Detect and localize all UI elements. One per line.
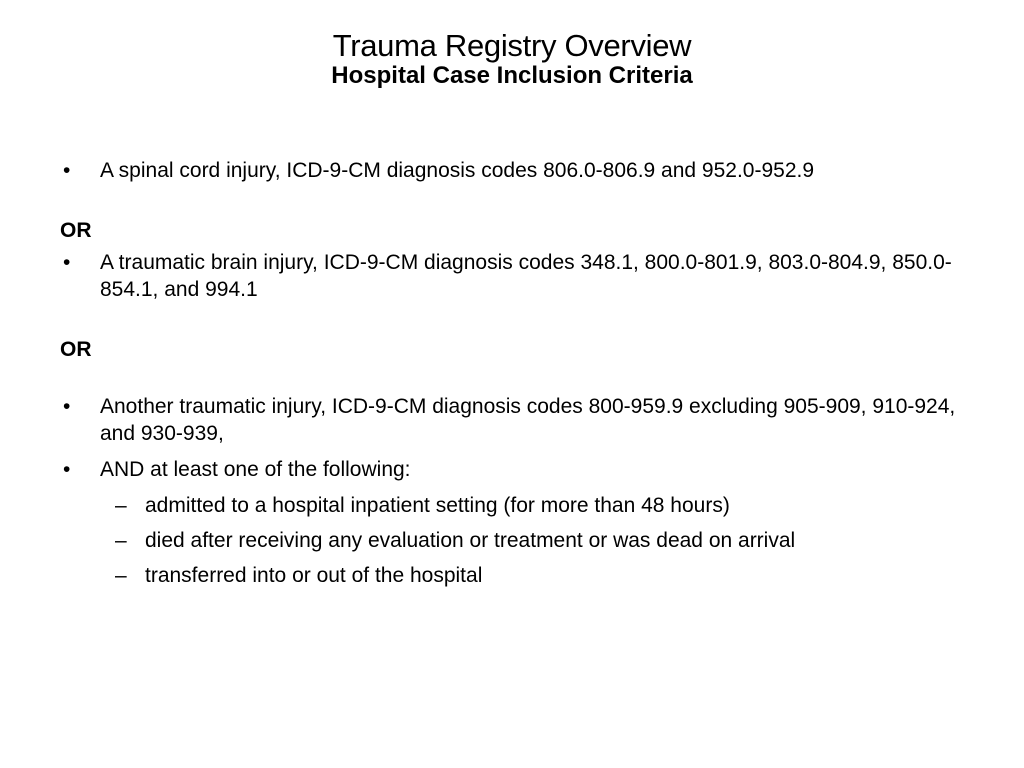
sub-bullet-item [60,527,970,554]
bullet-text: A spinal cord injury, ICD-9-CM diagnosis codes 806.0-806.9 and 952.0-952.9 [100,159,815,182]
bullet-item [60,249,970,303]
dash-icon: – [115,564,127,587]
bullet-item [60,393,970,447]
bullet-text: A traumatic brain injury, ICD-9-CM diagnosis codes 348.1, 800.0-801.9, 803.0-804.9, 850.0-854.1, and 994.1 [100,251,952,301]
bullet-text: AND at least one of the following: [100,458,411,481]
slide-subtitle: Hospital Case Inclusion Criteria [331,62,693,89]
or-connector: OR [60,338,92,361]
bullet-item [60,456,970,483]
sub-bullet-item [60,562,970,589]
sub-bullet-text: transferred into or out of the hospital [145,564,483,587]
bullet-icon: • [63,251,71,274]
bullet-text: Another traumatic injury, ICD-9-CM diagnosis codes 800-959.9 excluding 905-909, 910-924, and 930-939, [100,395,956,445]
dash-icon: – [115,529,127,552]
sub-bullet-text: died after receiving any evaluation or treatment or was dead on arrival [145,529,796,552]
bullet-icon: • [63,159,71,182]
slide-content [60,157,970,589]
sub-bullet-item [60,492,970,519]
or-connector: OR [60,219,92,242]
sub-bullet-text: admitted to a hospital inpatient setting (for more than 48 hours) [145,494,730,517]
slide-title: Trauma Registry Overview [332,28,692,63]
bullet-item [60,157,970,184]
dash-icon: – [115,494,127,517]
bullet-icon: • [63,395,71,418]
title-block [0,26,1024,91]
bullet-icon: • [63,458,71,481]
